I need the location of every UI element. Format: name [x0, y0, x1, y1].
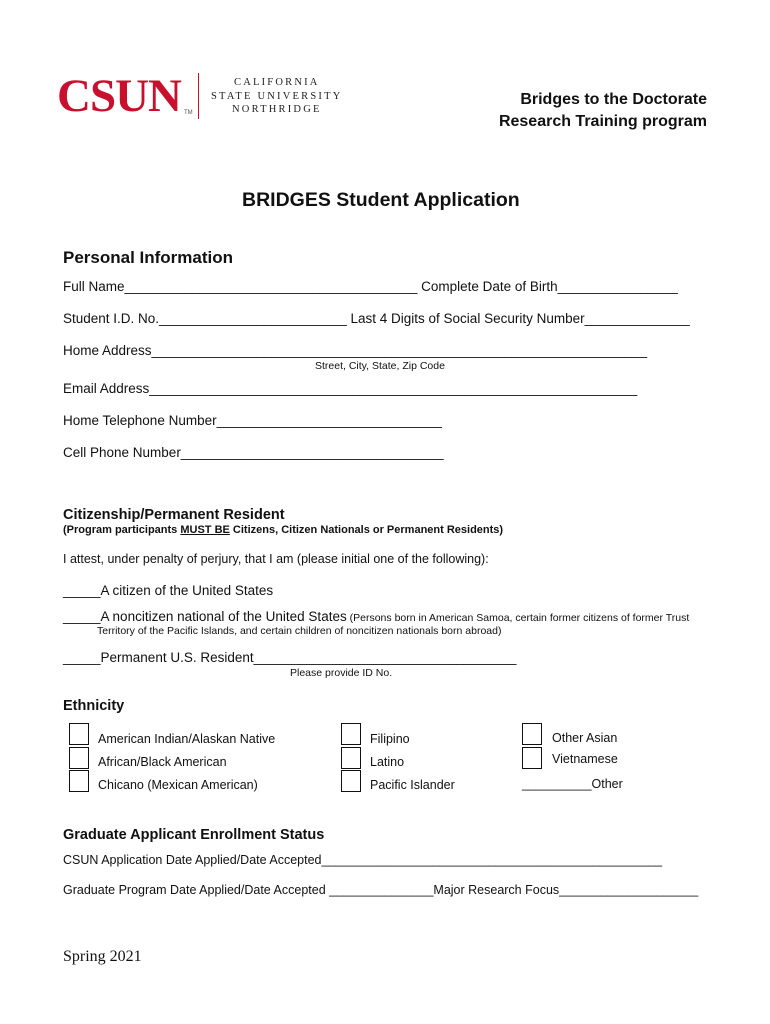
ethnicity-option-chicano: Chicano (Mexican American) — [98, 778, 258, 792]
permanent-resident-option[interactable]: _____Permanent U.S. Resident___________________________________ — [63, 650, 517, 665]
email-field[interactable]: Email Address_________________________________________________________________ — [63, 381, 638, 396]
footer-term: Spring 2021 — [63, 948, 142, 965]
full-name-dob-field[interactable]: Full Name_______________________________________ Complete Date of Birth________________ — [63, 279, 678, 294]
noncitizen-national-note-cont: Territory of the Pacific Islands, and certain children of noncitizen nationals born abroad) — [97, 625, 502, 637]
citizen-us-option[interactable]: _____A citizen of the United States — [63, 583, 274, 598]
citizenship-note — [63, 524, 503, 536]
logo-trademark: TM — [184, 110, 193, 116]
enrollment-heading: Graduate Applicant Enrollment Status — [63, 827, 325, 843]
ethnicity-option-african-american: African/Black American — [98, 755, 227, 769]
citizenship-heading: Citizenship/Permanent Resident — [63, 507, 285, 523]
checkbox-pacific-islander[interactable] — [341, 770, 361, 792]
logo-line-california: CALIFORNIA — [234, 77, 320, 88]
logo-line-northridge: NORTHRIDGE — [232, 104, 322, 115]
ethnicity-option-latino: Latino — [370, 755, 405, 769]
noncitizen-national-option[interactable] — [63, 608, 689, 626]
home-phone-field[interactable]: Home Telephone Number______________________________ — [63, 413, 442, 428]
noncitizen-national-label: _____A noncitizen national of the United States — [63, 609, 347, 624]
cell-phone-field[interactable]: Cell Phone Number___________________________________ — [63, 445, 444, 460]
ethnicity-option-vietnamese: Vietnamese — [552, 752, 618, 766]
ethnicity-option-other[interactable]: __________Other — [522, 777, 623, 791]
personal-info-heading: Personal Information — [63, 248, 234, 267]
logo-divider — [198, 73, 199, 119]
address-hint: Street, City, State, Zip Code — [315, 360, 445, 372]
ethnicity-heading: Ethnicity — [63, 698, 125, 714]
checkbox-chicano[interactable] — [69, 770, 89, 792]
citizenship-note-must: MUST BE — [180, 524, 230, 536]
csun-application-date-field[interactable]: CSUN Application Date Applied/Date Accepted_________________________________________________ — [63, 853, 663, 867]
ethnicity-option-other-asian: Other Asian — [552, 731, 618, 745]
checkbox-vietnamese[interactable] — [522, 747, 542, 769]
ethnicity-option-american-indian: American Indian/Alaskan Native — [98, 732, 276, 746]
ethnicity-option-pacific-islander: Pacific Islander — [370, 778, 455, 792]
page-title: BRIDGES Student Application — [242, 189, 520, 211]
program-name-line2: Research Training program — [498, 113, 707, 130]
csun-logo-wordmark: CSUN — [57, 70, 181, 122]
logo-line-state-university: STATE UNIVERSITY — [211, 91, 343, 102]
checkbox-african-american[interactable] — [69, 747, 89, 769]
id-number-hint: Please provide ID No. — [290, 667, 393, 679]
citizenship-note-post: Citizens, Citizen Nationals or Permanent Residents) — [229, 524, 504, 536]
home-address-field[interactable]: Home Address__________________________________________________________________ — [63, 343, 648, 358]
program-name-line1: Bridges to the Doctorate — [520, 91, 707, 108]
attest-statement: I attest, under penalty of perjury, that I am (please initial one of the following): — [63, 552, 489, 566]
checkbox-other-asian[interactable] — [522, 723, 542, 745]
checkbox-filipino[interactable] — [341, 723, 361, 745]
checkbox-latino[interactable] — [341, 747, 361, 769]
citizenship-note-pre: (Program participants — [63, 524, 181, 536]
ethnicity-option-filipino: Filipino — [370, 732, 410, 746]
graduate-program-date-field[interactable]: Graduate Program Date Applied/Date Accepted _______________Major Research Focus____________________ — [63, 883, 699, 897]
noncitizen-national-note: (Persons born in American Samoa, certain former citizens of former Trust — [346, 612, 690, 624]
student-id-ssn-field[interactable]: Student I.D. No._________________________ Last 4 Digits of Social Security Number______________ — [63, 311, 690, 326]
checkbox-american-indian[interactable] — [69, 723, 89, 745]
